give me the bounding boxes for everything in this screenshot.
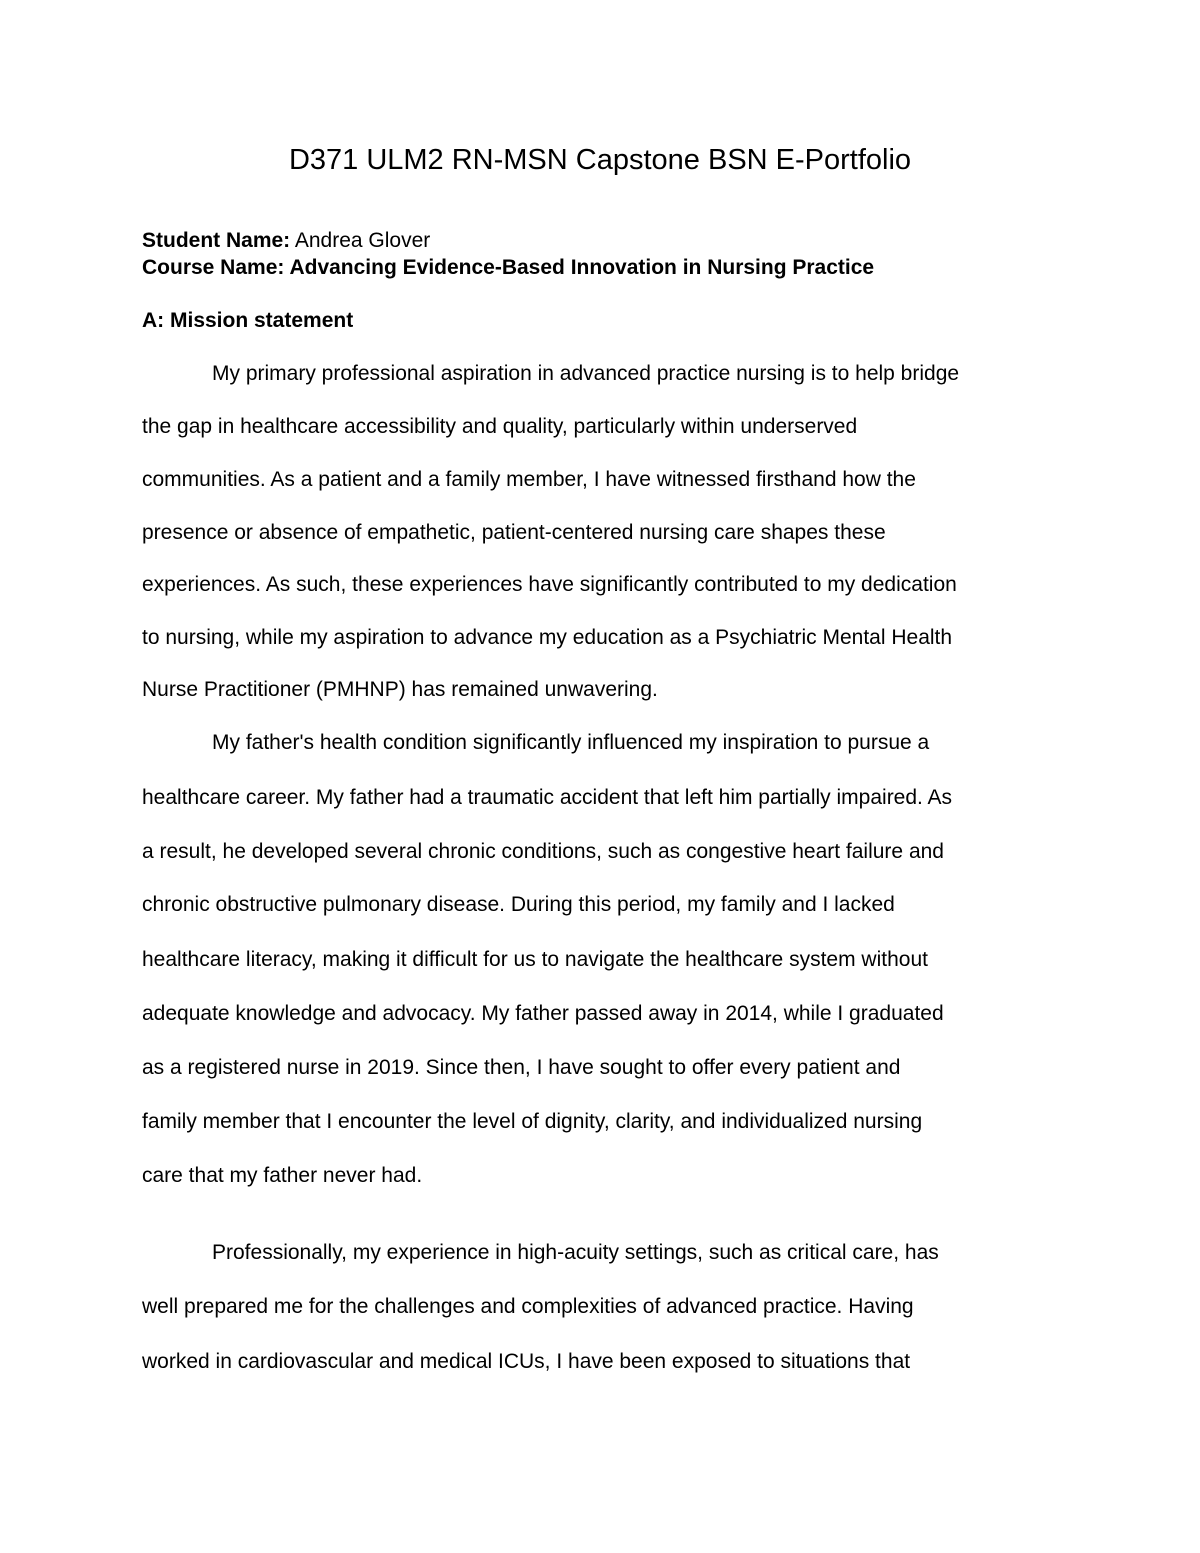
body-line: healthcare career. My father had a traumatic accident that left him partially impaired. As xyxy=(142,786,953,809)
body-line: as a registered nurse in 2019. Since then, I have sought to offer every patient and xyxy=(142,1056,901,1079)
body-line: chronic obstructive pulmonary disease. During this period, my family and I lacked xyxy=(142,893,895,916)
course-name-value: Advancing Evidence-Based Innovation in Nursing Practice xyxy=(289,256,875,279)
document-title: D371 ULM2 RN-MSN Capstone BSN E-Portfolio xyxy=(288,144,912,176)
course-name-label: Course Name: xyxy=(142,256,285,279)
body-line: Nurse Practitioner (PMHNP) has remained unwavering. xyxy=(142,678,658,701)
body-line: to nursing, while my aspiration to advance my education as a Psychiatric Mental Health xyxy=(142,626,953,649)
body-line: well prepared me for the challenges and complexities of advanced practice. Having xyxy=(142,1295,914,1318)
student-name-value: Andrea Glover xyxy=(294,229,431,252)
body-line: My father's health condition significantly influenced my inspiration to pursue a xyxy=(212,731,930,754)
body-line: family member that I encounter the level of dignity, clarity, and individualized nursing xyxy=(142,1110,923,1133)
student-name-label: Student Name: xyxy=(142,229,291,252)
body-line: healthcare literacy, making it difficult for us to navigate the healthcare system without xyxy=(142,948,928,971)
section-a-heading: A: Mission statement xyxy=(142,309,354,332)
body-line: adequate knowledge and advocacy. My father passed away in 2014, while I graduated xyxy=(142,1002,944,1025)
student-name-line xyxy=(142,228,430,254)
course-name-line xyxy=(142,255,874,281)
body-line: worked in cardiovascular and medical ICUs, I have been exposed to situations that xyxy=(142,1350,911,1373)
body-line: experiences. As such, these experiences have significantly contributed to my dedication xyxy=(142,573,957,596)
body-line: care that my father never had. xyxy=(142,1164,423,1187)
body-line: the gap in healthcare accessibility and quality, particularly within underserved xyxy=(142,415,858,438)
body-line: Professionally, my experience in high-acuity settings, such as critical care, has xyxy=(212,1241,939,1264)
body-line: communities. As a patient and a family member, I have witnessed firsthand how the xyxy=(142,468,916,491)
body-line: My primary professional aspiration in advanced practice nursing is to help bridge xyxy=(212,362,960,385)
body-line: a result, he developed several chronic conditions, such as congestive heart failure and xyxy=(142,840,944,863)
body-line: presence or absence of empathetic, patient-centered nursing care shapes these xyxy=(142,521,886,544)
